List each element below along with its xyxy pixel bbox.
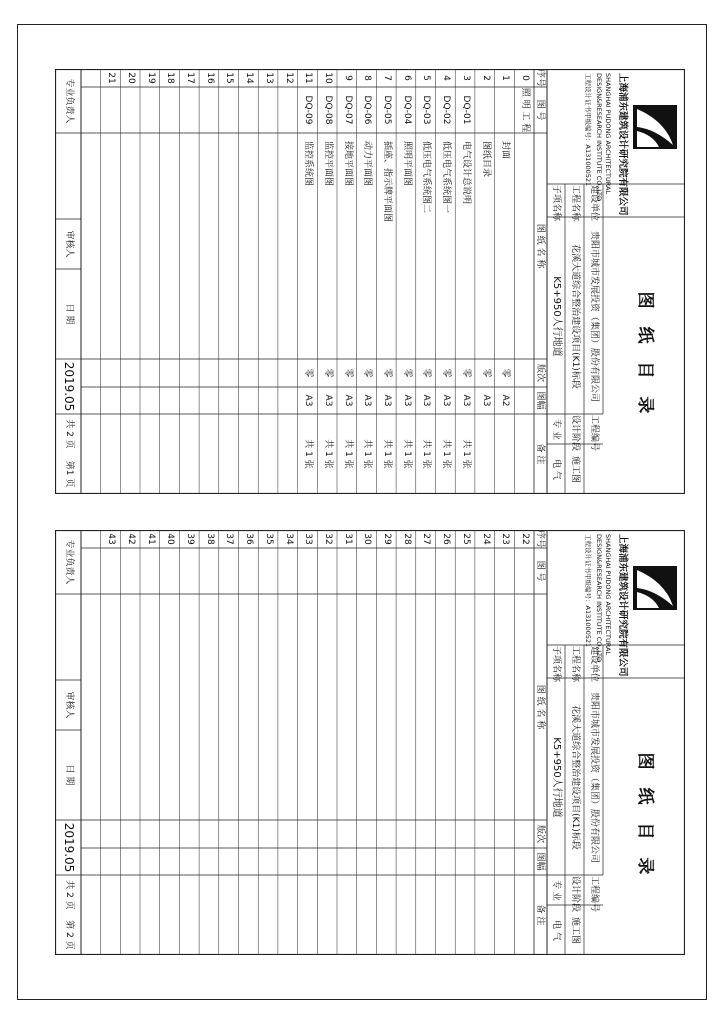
date-value: 2019.05 xyxy=(62,361,76,412)
row-number: 27 xyxy=(421,533,432,545)
row-number: 13 xyxy=(263,72,274,84)
table-cell-name: 低压电气系统图一 xyxy=(441,141,452,214)
row-number: 38 xyxy=(204,533,215,545)
table-cell-note: 共 1 张 xyxy=(441,439,452,469)
column-header-note: 备 注 xyxy=(535,904,545,926)
table-cell-size: A3 xyxy=(342,394,353,407)
row-number: 43 xyxy=(106,533,117,545)
subitem-value: K5+950人行地道 xyxy=(551,276,562,357)
table-cell-note: 共 1 张 xyxy=(401,439,412,469)
date-label: 日 期 xyxy=(64,764,74,786)
column-header-ver: 版次 xyxy=(535,824,545,843)
table-cell-ver: 零 xyxy=(401,368,412,378)
column-header-size: 图幅 xyxy=(535,852,545,871)
subitem-label: 子项名称 xyxy=(551,646,561,683)
total-pages: 共 2 页 xyxy=(64,880,74,910)
reviewer-label: 审核人 xyxy=(64,230,74,258)
table-cell-name: 插座、指示牌平面图 xyxy=(382,141,393,223)
table-cell-code: DQ-05 xyxy=(382,95,393,125)
table-cell-size: A3 xyxy=(303,394,314,407)
table-cell-size: A3 xyxy=(323,394,333,407)
page-title: 图 纸 目 录 xyxy=(635,291,655,420)
column-header-name: 图 纸 名 称 xyxy=(535,684,545,730)
column-header-note: 备 注 xyxy=(535,443,545,465)
client-value: 贵阳市城市发展投资（集团）股份有限公司 xyxy=(589,691,599,863)
row-number: 36 xyxy=(244,533,255,545)
row-number: 21 xyxy=(106,72,117,84)
row-number: 10 xyxy=(323,72,333,84)
table-cell-ver: 零 xyxy=(441,368,452,378)
column-header-code: 图 号 xyxy=(535,560,545,582)
row-number: 24 xyxy=(480,533,491,545)
table-cell-ver: 零 xyxy=(500,368,511,378)
table-cell-ver: 零 xyxy=(480,368,491,378)
table-cell-size: A3 xyxy=(362,394,373,407)
row-number: 0 xyxy=(520,75,530,81)
certificate-number: 工程设计证书甲级编号：A131000521 xyxy=(584,73,592,187)
row-number: 33 xyxy=(303,533,314,545)
project-label: 工程名称 xyxy=(570,646,580,683)
table-cell-code: DQ-09 xyxy=(303,95,314,125)
table-cell-note: 共 1 张 xyxy=(382,439,393,469)
company-name-en: SHANGHAI PUDONG ARCHITECTURAL xyxy=(604,534,612,656)
row-number: 17 xyxy=(185,72,196,84)
row-number: 29 xyxy=(382,533,393,545)
row-number: 6 xyxy=(401,75,412,81)
row-number: 15 xyxy=(224,72,235,84)
page-number: 第1 页 xyxy=(64,460,74,488)
discipline-label: 专 业 xyxy=(551,419,561,440)
row-number: 32 xyxy=(323,533,333,545)
certificate-number: 工程设计证书甲级编号：A131000521 xyxy=(584,534,592,648)
reviewer-label: 审核人 xyxy=(64,691,74,719)
table-cell-ver: 零 xyxy=(421,368,432,378)
table-cell-code: DQ-02 xyxy=(441,95,452,125)
company-logo xyxy=(633,566,677,610)
table-cell-note: 共 1 张 xyxy=(362,439,373,469)
row-number: 26 xyxy=(441,533,452,545)
table-cell-note: 共 1 张 xyxy=(303,439,314,469)
row-number: 31 xyxy=(342,533,353,545)
catalog-sheet-1 xyxy=(55,69,685,494)
table-cell-ver: 零 xyxy=(362,368,373,378)
table-cell-name: 动力平面图 xyxy=(362,141,373,187)
table-cell-code: DQ-01 xyxy=(460,95,471,125)
project-value: 花溪大道综合整治建设项目(K1)标段 xyxy=(570,244,580,389)
design-stage-value: 施工图 xyxy=(570,916,580,944)
table-cell-ver: 零 xyxy=(323,368,333,378)
row-number: 28 xyxy=(401,533,412,545)
row-number: 3 xyxy=(460,75,471,81)
row-number: 41 xyxy=(145,533,156,545)
table-cell-code: DQ-03 xyxy=(421,95,432,125)
table-cell-size: A3 xyxy=(480,394,491,407)
table-cell-name: 照明平面图 xyxy=(401,141,412,187)
row-number: 12 xyxy=(283,72,294,84)
table-cell-note: 共 1 张 xyxy=(323,439,333,469)
discipline-value: 电 气 xyxy=(551,920,561,941)
column-header-seq: 序号 xyxy=(535,530,545,549)
company-name-en-2: DESIGN&RESEARCH INSTITUTE CO.,LTD xyxy=(595,73,603,202)
table-cell-name: 低压电气系统图二 xyxy=(421,141,432,214)
row-number: 5 xyxy=(421,75,432,81)
company-name-en: SHANGHAI PUDONG ARCHITECTURAL xyxy=(604,73,612,195)
row-number: 1 xyxy=(500,75,511,81)
column-header-ver: 版次 xyxy=(535,363,545,382)
sheet-2-content xyxy=(55,530,685,955)
discipline-label: 专 业 xyxy=(551,880,561,901)
design-stage-label: 设计阶段 xyxy=(570,876,580,913)
table-cell-ver: 零 xyxy=(382,368,393,378)
project-number-label: 工程编号 xyxy=(589,415,599,452)
table-cell-size: A3 xyxy=(441,394,452,407)
row-number: 18 xyxy=(165,72,176,84)
table-cell-code: 照 明 工 程 xyxy=(520,87,530,133)
row-number: 19 xyxy=(145,72,156,84)
row-number: 16 xyxy=(204,72,215,84)
row-number: 42 xyxy=(126,533,136,545)
table-cell-size: A3 xyxy=(460,394,471,407)
row-number: 20 xyxy=(126,72,136,84)
table-cell-code: DQ-04 xyxy=(401,95,412,125)
client-label: 建设单位 xyxy=(589,646,599,683)
table-cell-note: 共 1 张 xyxy=(421,439,432,469)
discipline-lead-label: 专业负责人 xyxy=(64,539,74,585)
page-title: 图 纸 目 录 xyxy=(635,752,655,881)
row-number: 25 xyxy=(460,533,471,545)
row-number: 8 xyxy=(362,75,373,81)
table-cell-ver: 零 xyxy=(460,368,471,378)
client-value: 贵阳市城市发展投资（集团）股份有限公司 xyxy=(589,230,599,402)
column-header-code: 图 号 xyxy=(535,99,545,121)
table-cell-note: 共 1 张 xyxy=(342,439,353,469)
subitem-label: 子项名称 xyxy=(551,185,561,222)
row-number: 23 xyxy=(500,533,511,545)
table-cell-ver: 零 xyxy=(303,368,314,378)
table-cell-name: 监控平面图 xyxy=(323,141,333,187)
project-number-label: 工程编号 xyxy=(589,876,599,913)
catalog-sheet-2 xyxy=(55,530,685,955)
row-number: 2 xyxy=(480,75,491,81)
design-stage-label: 设计阶段 xyxy=(570,415,580,452)
row-number: 11 xyxy=(303,72,314,84)
column-header-size: 图幅 xyxy=(535,391,545,410)
table-cell-size: A3 xyxy=(421,394,432,407)
total-pages: 共 2 页 xyxy=(64,419,74,449)
company-name-cn: 上海浦东建筑设计研究院有限公司 xyxy=(617,534,628,677)
table-cell-name: 接地平面图 xyxy=(342,141,353,187)
table-cell-name: 监控系统图 xyxy=(303,141,314,187)
table-cell-name: 图纸目录 xyxy=(480,141,491,178)
discipline-lead-label: 专业负责人 xyxy=(64,78,74,124)
date-value: 2019.05 xyxy=(62,822,76,873)
column-header-seq: 序号 xyxy=(535,69,545,88)
project-value: 花溪大道综合整治建设项目(K1)标段 xyxy=(570,705,580,850)
discipline-value: 电 气 xyxy=(551,459,561,480)
table-cell-ver: 零 xyxy=(342,368,353,378)
table-cell-code: DQ-07 xyxy=(342,95,353,125)
project-label: 工程名称 xyxy=(570,185,580,222)
company-name-en-2: DESIGN&RESEARCH INSTITUTE CO.,LTD xyxy=(595,534,603,663)
table-cell-note: 共 1 张 xyxy=(460,439,471,469)
design-stage-value: 施工图 xyxy=(570,455,580,483)
sheet-1-content xyxy=(55,69,685,494)
row-number: 34 xyxy=(283,533,294,545)
row-number: 4 xyxy=(441,75,452,81)
date-label: 日 期 xyxy=(64,303,74,325)
row-number: 9 xyxy=(342,75,353,81)
table-cell-size: A3 xyxy=(401,394,412,407)
row-number: 30 xyxy=(362,533,373,545)
row-number: 7 xyxy=(382,75,393,81)
row-number: 14 xyxy=(244,72,255,84)
table-cell-name: 电气设计总说明 xyxy=(460,141,471,205)
table-cell-code: DQ-08 xyxy=(323,95,333,125)
company-name-cn: 上海浦东建筑设计研究院有限公司 xyxy=(617,73,628,216)
row-number: 22 xyxy=(520,533,530,545)
page-number: 第 2 页 xyxy=(64,920,74,950)
subitem-value: K5+950人行地道 xyxy=(551,737,562,818)
row-number: 35 xyxy=(263,533,274,545)
table-cell-size: A3 xyxy=(382,394,393,407)
row-number: 37 xyxy=(224,533,235,545)
client-label: 建设单位 xyxy=(589,185,599,222)
table-cell-code: DQ-06 xyxy=(362,95,373,125)
table-cell-name: 封面 xyxy=(500,141,511,160)
company-logo xyxy=(633,105,677,149)
row-number: 39 xyxy=(185,533,196,545)
column-header-name: 图 纸 名 称 xyxy=(535,223,545,269)
table-cell-size: A2 xyxy=(500,394,511,407)
row-number: 40 xyxy=(165,533,176,545)
